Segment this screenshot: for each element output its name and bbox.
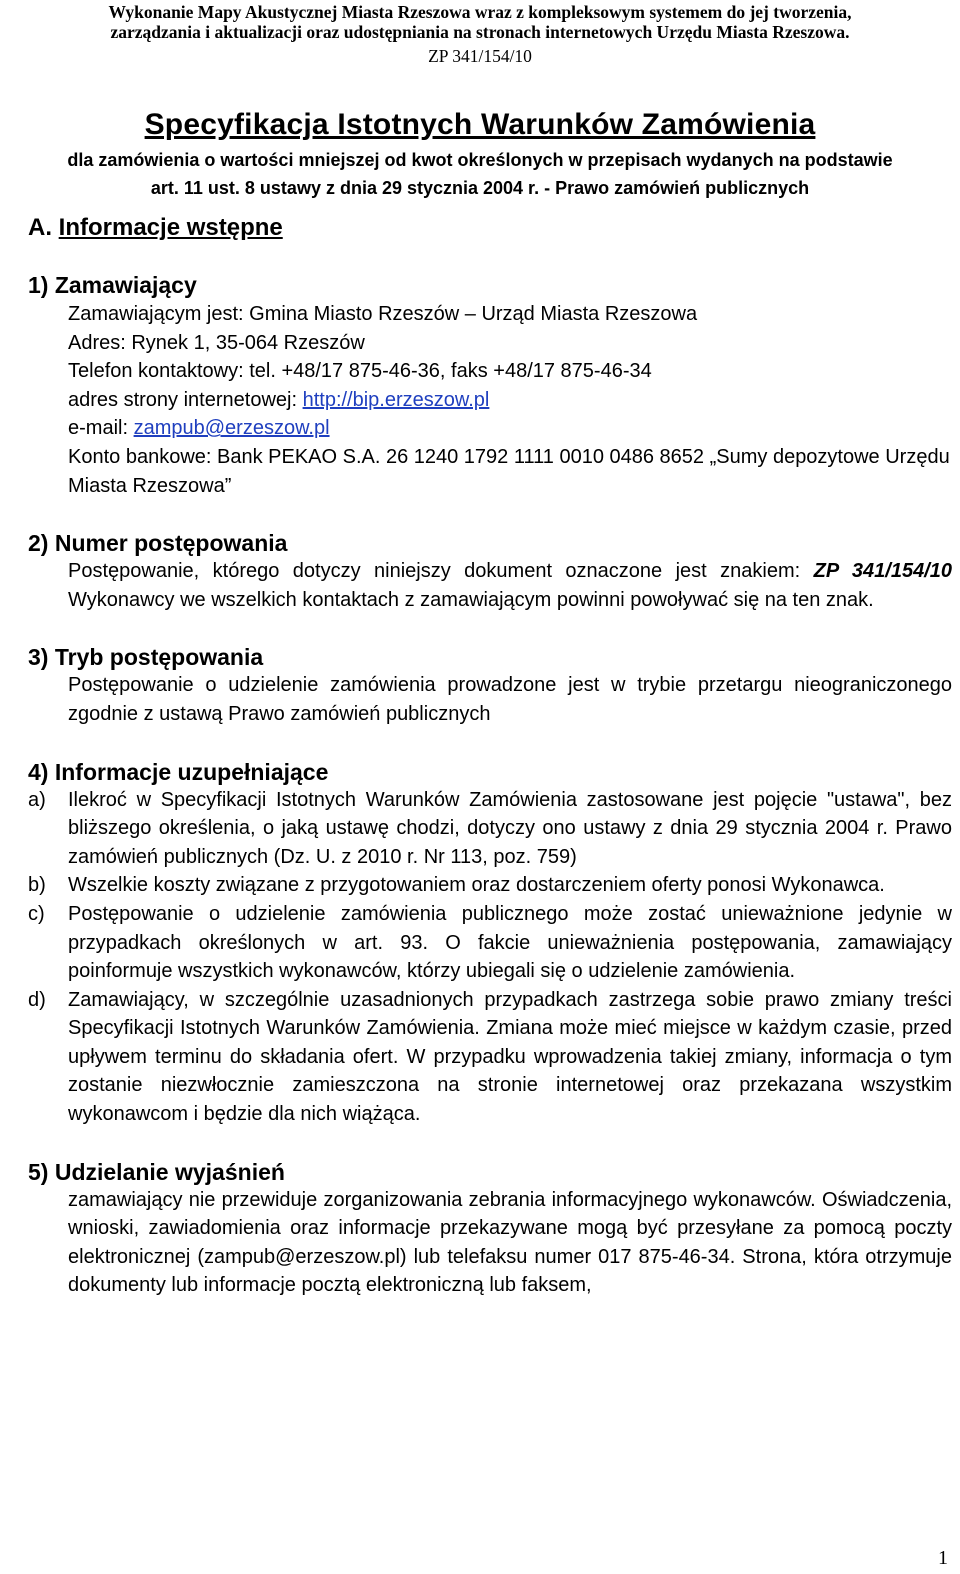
list-marker: d) xyxy=(28,988,46,1011)
section-3-body: Postępowanie o udzielenie zamówienia prowadzone jest w trybie przetargu nieograniczonego zgodnie z ustawą Prawo zamówień publicznych xyxy=(68,674,952,725)
page-number: 1 xyxy=(938,1547,948,1569)
section-4-list xyxy=(28,786,952,1129)
email-label: e-mail: xyxy=(68,417,129,440)
website-label: adres strony internetowej: xyxy=(68,388,298,411)
subtitle-line-2: art. 11 ust. 8 ustawy z dnia 29 stycznia 2004 r. - Prawo zamówień publicznych xyxy=(150,178,810,198)
section-2-body xyxy=(68,557,952,614)
section-a-prefix: A. xyxy=(28,214,52,241)
list-item xyxy=(28,900,952,986)
website-line xyxy=(68,386,952,415)
list-item xyxy=(28,786,952,872)
document-header xyxy=(0,0,960,66)
header-line-1: Wykonanie Mapy Akustycznej Miasta Rzeszowa wraz z kompleksowym systemem do jej tworzenia, xyxy=(108,2,852,22)
section-2-intro: Postępowanie, którego dotyczy niniejszy dokument oznaczone jest znakiem: xyxy=(68,560,801,583)
document-title: Specyfikacja Istotnych Warunków Zamówienia xyxy=(144,108,816,141)
address-line: Adres: Rynek 1, 35-064 Rzeszów xyxy=(68,331,365,354)
list-item-text: Postępowanie o udzielenie zamówienia publicznego może zostać unieważnione jedynie w przypadkach określonych w art. 93. O fakcie unieważnienia postępowania, zamawiający poinformuje wszystkich wykonawców, którzy ubiegali się o udzielenie zamówienia. xyxy=(68,902,952,983)
list-marker: c) xyxy=(28,902,45,925)
section-5-heading: 5) Udzielanie wyjaśnień xyxy=(28,1158,285,1185)
section-1-body xyxy=(68,300,952,500)
list-item xyxy=(28,871,952,900)
header-case-code: ZP 341/154/10 xyxy=(428,46,532,66)
list-item-text: Wszelkie koszty związane z przygotowaniem oraz dostarczeniem oferty ponosi Wykonawca. xyxy=(68,874,885,897)
section-2-heading: 2) Numer postępowania xyxy=(28,530,288,557)
section-2-rest: Wykonawcy we wszelkich kontaktach z zamawiającym powinni powoływać się na ten znak. xyxy=(68,588,874,611)
header-line-2: zarządzania i aktualizacji oraz udostępniania na stronach internetowych Urzędu Miasta Rzeszowa. xyxy=(110,22,850,42)
email-link[interactable]: zampub@erzeszow.pl xyxy=(133,417,330,440)
document-subtitle xyxy=(0,146,960,202)
website-link[interactable]: http://bip.erzeszow.pl xyxy=(302,388,490,411)
list-marker: a) xyxy=(28,788,46,811)
subtitle-line-1: dla zamówienia o wartości mniejszej od kwot określonych w przepisach wydanych na podstawie xyxy=(67,150,893,170)
case-code: ZP 341/154/10 xyxy=(813,560,953,583)
section-a-title: Informacje wstępne xyxy=(58,214,283,241)
section-4-heading: 4) Informacje uzupełniające xyxy=(28,758,329,785)
list-item xyxy=(28,986,952,1129)
bank-account-line: Konto bankowe: Bank PEKAO S.A. 26 1240 1792 1111 0010 0486 8652 „Sumy depozytowe Urzędu Miasta Rzeszowa” xyxy=(68,445,950,497)
phone-line: Telefon kontaktowy: tel. +48/17 875-46-36, faks +48/17 875-46-34 xyxy=(68,360,652,383)
email-line xyxy=(68,414,952,443)
section-3-heading: 3) Tryb postępowania xyxy=(28,644,264,671)
list-marker: b) xyxy=(28,874,46,897)
orderer-line: Zamawiającym jest: Gmina Miasto Rzeszów – Urząd Miasta Rzeszowa xyxy=(68,303,698,325)
section-5-body: zamawiający nie przewiduje zorganizowania zebrania informacyjnego wykonawców. Oświadczenia, wnioski, zawiadomienia oraz informacje przekazywane mogą być przesyłane za pomocą poczty elektronicznej (zampub@erzeszow.pl) lub telefaksu numer 017 875-46-34. Strona, która otrzymuje dokumenty lub informacje pocztą elektroniczną lub faksem, xyxy=(68,1188,952,1297)
section-a-heading xyxy=(28,214,960,242)
list-item-text: Zamawiający, w szczególnie uzasadnionych przypadkach zastrzega sobie prawo zmiany treści Specyfikacji Istotnych Warunków Zamówienia. Zmiana może mieć miejsce w każdym czasie, przed upływem terminu do składania ofert. W przypadku wprowadzenia takiej zmiany, informacja o tym zostanie niezwłocznie zamieszczona na stronie internetowej oraz przekazana wszystkim wykonawcom i będzie dla nich wiążąca. xyxy=(68,988,952,1126)
section-1-heading: 1) Zamawiający xyxy=(28,272,197,298)
list-item-text: Ilekroć w Specyfikacji Istotnych Warunków Zamówienia zastosowane jest pojęcie "ustawa", bez bliższego określenia, o jaką ustawę chodzi, dotyczy ono ustawy z dnia 29 stycznia 2004 r. Prawo zamówień publicznych (Dz. U. z 2010 r. Nr 113, poz. 759) xyxy=(68,788,952,868)
